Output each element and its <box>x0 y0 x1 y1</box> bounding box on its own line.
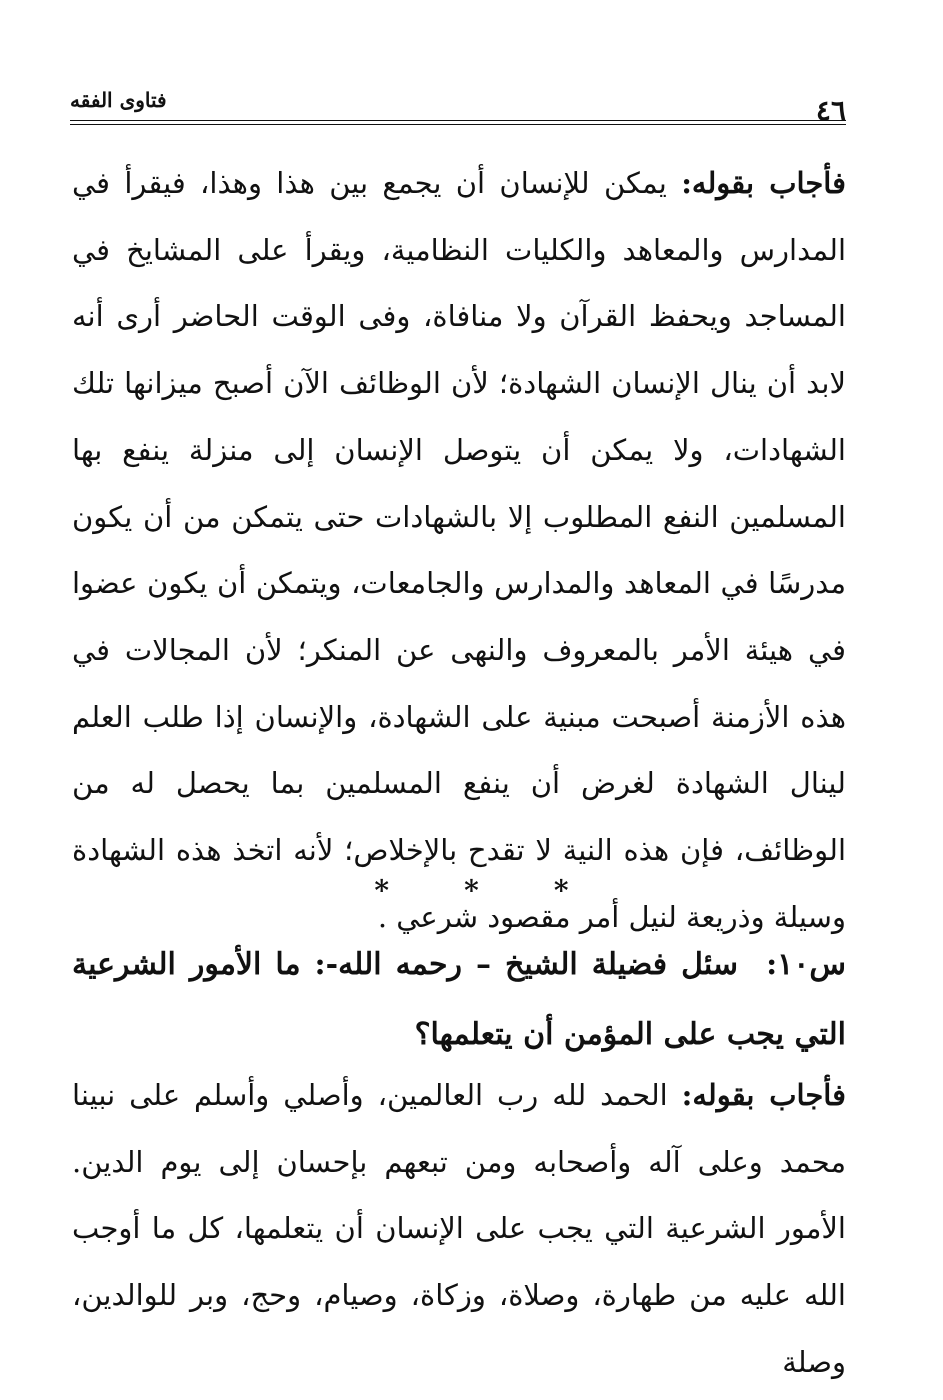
answer-paragraph-1 <box>72 150 846 950</box>
page-header <box>70 80 846 126</box>
separator-star: * <box>464 874 479 907</box>
header-rule-secondary <box>70 124 846 125</box>
question-heading <box>72 930 846 1070</box>
answer-paragraph-2 <box>72 1062 846 1396</box>
answer-lead: فأجاب بقوله: <box>681 166 846 200</box>
separator-star: * <box>374 874 390 907</box>
header-rule <box>70 120 846 121</box>
question-text: سئل فضيلة الشيخ – رحمه الله-: ما الأمور الشرعية التي يجب على المؤمن أن يتعلمها؟ <box>72 947 846 1052</box>
separator-star: * <box>553 874 569 907</box>
answer-text: يمكن للإنسان أن يجمع بين هذا وهذا، فيقرأ في المدارس والمعاهد والكليات النظامية، ويقرأ على المشايخ في المساجد ويحفظ القرآن ولا منافاة، وفى الوقت الحاضر أرى أنه لابد أن ينال الإنسان الشهادة؛ لأن الوظائف الآن أصبح ميزانها تلك الشهادات، ولا يمكن أن يتوصل الإنسان إلى منزلة ينفع بها المسلمين النفع المطلوب إلا بالشهادات حتى يتمكن من أن يكون مدرسًا في المعاهد والمدارس والجامعات، ويتمكن أن يكون عضوا في هيئة الأمر بالمعروف والنهى عن المنكر؛ لأن المجالات في هذه الأزمنة أصبحت مبنية على الشهادة، والإنسان إذا طلب العلم لينال الشهادة لغرض أن ينفع المسلمين بما يحصل له من الوظائف، فإن هذه النية لا تقدح بالإخلاص؛ لأنه اتخذ هذه الشهادة وسيلة وذريعة لنيل أمر مقصود شرعي . <box>72 166 846 934</box>
running-title: فتاوى الفقه <box>70 88 167 112</box>
answer-lead: فأجاب بقوله: <box>681 1078 847 1112</box>
question-number: س١٠: <box>766 947 846 982</box>
page-number: ٤٦ <box>815 94 846 127</box>
answer-text: الحمد لله رب العالمين، وأصلي وأسلم على نبينا محمد وعلى آله وأصحابه ومن تبعهم بإحسان إلى يوم الدين. الأمور الشرعية التي يجب على الإنسان أن يتعلمها، كل ما أوجب الله عليه من طهارة، وصلاة، وزكاة، وصيام، وحج، وبر للوالدين، وصلة <box>72 1078 846 1379</box>
section-separator <box>0 866 943 916</box>
